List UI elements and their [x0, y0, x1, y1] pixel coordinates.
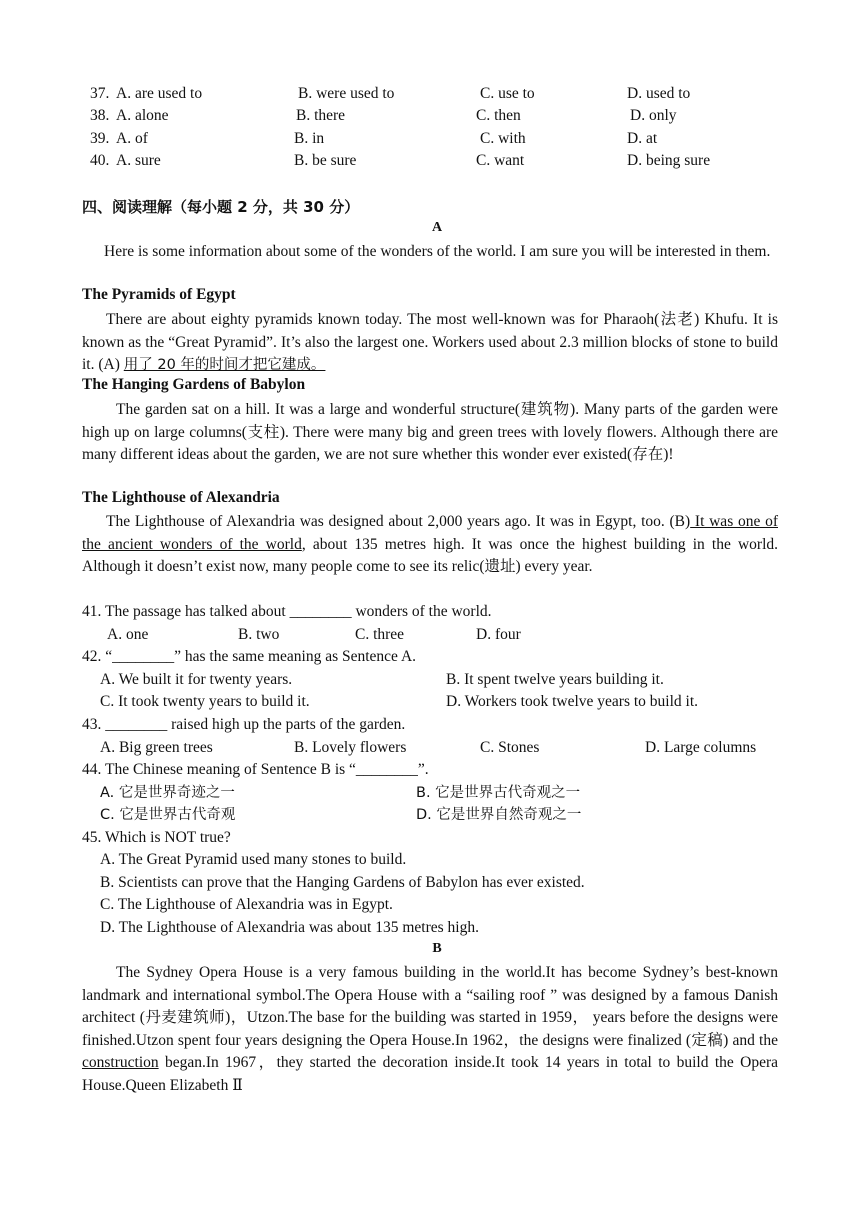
option-d: D. used to [627, 85, 691, 102]
question-43-stem: 43. ________ raised high up the parts of the garden. [82, 716, 406, 733]
paragraph-hanging-gardens: The garden sat on a hill. It was a large and wonderful structure(建筑物). Many parts of the garden were high up on large columns(支柱). There were many big and green trees with lovely flowers. Although there are many different ideas about the garden, we are not sure whether this wonder ever existed(存在)! [82, 401, 778, 464]
question-42-option-a: A. We built it for twenty years. [100, 671, 293, 688]
paragraph-text: began.In 1967，they started the decoration inside.It took 14 years in total to build the Opera House.Queen Elizabeth Ⅱ [82, 1054, 778, 1094]
question-43-option-a: A. Big green trees [100, 739, 213, 756]
paragraph-lighthouse [82, 511, 778, 579]
option-b: B. there [296, 107, 346, 124]
section-title: 四、阅读理解（每小题 2 分，共 30 分） [82, 198, 360, 216]
heading-pyramids: The Pyramids of Egypt [82, 286, 236, 303]
question-45-option-b: B. Scientists can prove that the Hanging Gardens of Babylon has ever existed. [100, 874, 585, 891]
paragraph-text: The Lighthouse of Alexandria was designed about 2,000 years ago. It was in Egypt, too. (B) [106, 513, 691, 530]
question-42-stem: 42. “________” has the same meaning as Sentence A. [82, 648, 417, 665]
option-b: B. were used to [298, 85, 395, 102]
question-43-option-b: B. Lovely flowers [294, 739, 407, 756]
heading-hanging-gardens: The Hanging Gardens of Babylon [82, 376, 306, 393]
option-c: C. then [476, 107, 521, 124]
question-43-option-c: C. Stones [480, 739, 540, 756]
passage-a-intro: Here is some information about some of the wonders of the world. I am sure you will be interested in them. [104, 243, 771, 260]
option-a: A. sure [116, 152, 161, 169]
question-45-option-d: D. The Lighthouse of Alexandria was about 135 metres high. [100, 919, 479, 936]
paragraph-text: There are about eighty pyramids known today. The most well-known was for Pharaoh(法老) Khufu. It is known as the “Great Pyramid”. It’s also the largest one. Workers used about 2.3 million blocks of stone to build it. (A) [82, 311, 778, 374]
question-44-option-d: D. 它是世界自然奇观之一 [416, 807, 582, 823]
question-42-option-c: C. It took twenty years to build it. [100, 693, 310, 710]
paragraph-text: The Sydney Opera House is a very famous building in the world.It has become Sydney’s best-known landmark and international symbol.The Opera House with a “sailing roof ” was designed by a famous Danish architect (丹麦建筑师)，Utzon.The base for the building was started in 1959， years before the designs were finished.Utzon spent four years designing the Opera House.In 1962，the designs were finalized (定稿) and the [82, 964, 778, 1049]
passage-b-label: B [432, 941, 442, 956]
paragraph-opera-house [82, 962, 778, 1098]
question-number: 37. [90, 85, 110, 102]
option-a: A. alone [116, 107, 169, 124]
question-41-option-a: A. one [107, 626, 149, 643]
question-44-option-c: C. 它是世界古代奇观 [100, 807, 236, 823]
question-41-option-c: C. three [355, 626, 405, 643]
option-b: B. be sure [294, 152, 357, 169]
paragraph-text: , about 135 metres high. It was once the highest building in the world. Although it doesn’t exist now, many people come to see its relic(遗址) every year. [82, 535, 778, 576]
paragraph-pyramids [82, 309, 778, 377]
question-41-option-d: D. four [476, 626, 521, 643]
question-41-stem: 41. The passage has talked about ________ wonders of the world. [82, 603, 492, 620]
question-44-option-b: B. 它是世界古代奇观之一 [416, 785, 581, 801]
question-42-option-b: B. It spent twelve years building it. [446, 671, 664, 688]
question-44-stem: 44. The Chinese meaning of Sentence B is “________”. [82, 761, 429, 778]
option-c: C. use to [480, 85, 535, 102]
question-45-option-a: A. The Great Pyramid used many stones to build. [100, 851, 407, 868]
construction-underlined: construction [82, 1054, 159, 1072]
sentence-b-underlined: It was one of the ancient wonders of the world [82, 513, 778, 553]
option-d: D. being sure [627, 152, 711, 169]
option-c: C. with [480, 130, 526, 147]
option-d: D. only [630, 107, 677, 124]
option-a: A. are used to [116, 85, 203, 102]
question-41-option-b: B. two [238, 626, 280, 643]
question-number: 39. [90, 130, 110, 147]
question-42-option-d: D. Workers took twelve years to build it. [446, 693, 699, 710]
question-43-option-d: D. Large columns [645, 739, 757, 756]
option-d: D. at [627, 130, 658, 147]
question-44-option-a: A. 它是世界奇迹之一 [100, 785, 235, 801]
sentence-a-underlined: 用了 20 年的时间才把它建成。 [123, 357, 326, 374]
question-number: 38. [90, 107, 110, 124]
passage-a-label: A [431, 220, 443, 235]
option-c: C. want [476, 152, 525, 169]
question-number: 40. [90, 152, 110, 169]
option-b: B. in [294, 130, 325, 147]
question-45-stem: 45. Which is NOT true? [82, 829, 231, 846]
heading-lighthouse: The Lighthouse of Alexandria [82, 489, 280, 506]
option-a: A. of [116, 130, 148, 147]
question-45-option-c: C. The Lighthouse of Alexandria was in Egypt. [100, 896, 393, 913]
